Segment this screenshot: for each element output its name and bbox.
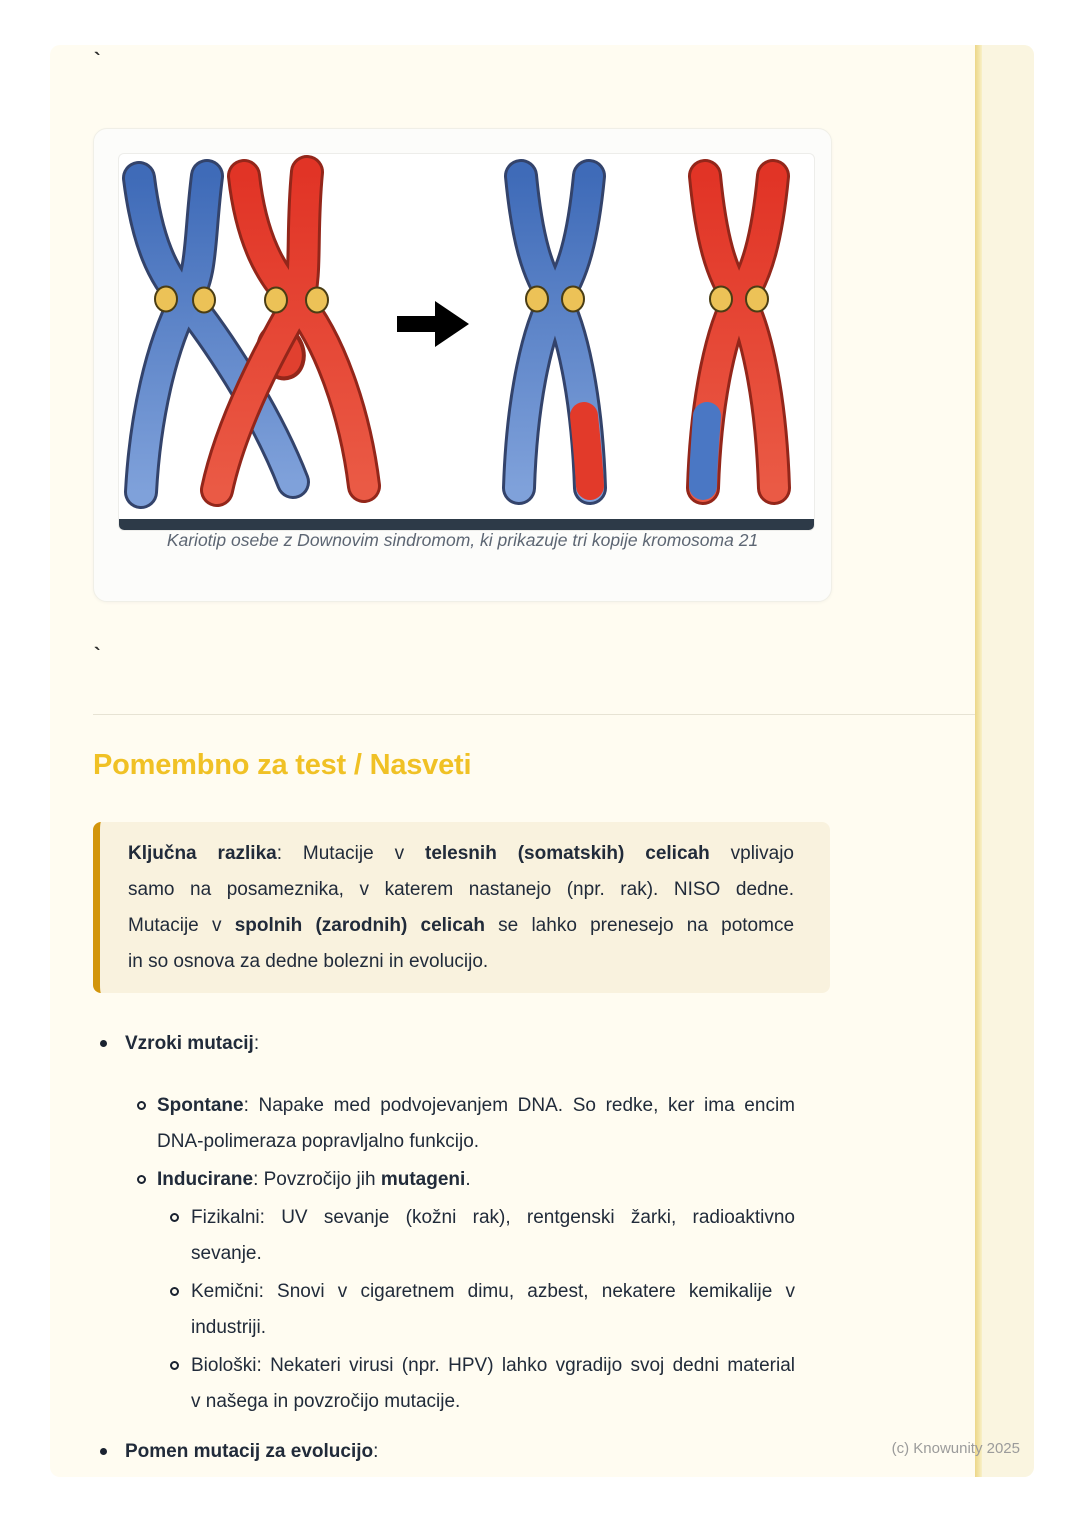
blue-chromosome-result: [519, 176, 590, 488]
list-item: Spontane: Napake med podvojevanjem DNA. So redke, ker ima encim DNA-polimeraza popravljalno funkcijo.: [93, 1088, 795, 1160]
right-arrow-icon: [397, 301, 469, 347]
note-sheet: [50, 45, 1034, 1477]
section-heading: Pomembno za test / Nasveti: [93, 749, 472, 781]
chromosome-translocation-image: [118, 153, 815, 531]
bullet-circle-icon: [170, 1213, 179, 1222]
stray-backtick-top: `: [94, 50, 101, 72]
bullet-circle-icon: [137, 1175, 146, 1184]
bullet-circle-icon: [170, 1287, 179, 1296]
watermark: (c) Knowunity 2025: [891, 1440, 1020, 1457]
chromosome-figure-svg: [119, 154, 814, 519]
bullet-circle-icon: [170, 1361, 179, 1370]
right-margin-strip: [982, 45, 1034, 1477]
list-item: Pomen mutacij za evolucijo:: [93, 1434, 795, 1470]
bullet-disc-icon: [100, 1448, 107, 1455]
right-accent-bar: [975, 45, 982, 1477]
list-item: Inducirane: Povzročijo jih mutageni.: [93, 1162, 795, 1198]
list-item: Biološki: Nekateri virusi (npr. HPV) lahko vgradijo svoj dedni material v našega in povzročijo mutacije.: [93, 1348, 795, 1420]
bullet-circle-icon: [137, 1101, 146, 1110]
bullet-disc-icon: [100, 1040, 107, 1047]
section-divider: [93, 714, 985, 715]
figure-card: [93, 128, 832, 602]
figure-caption: Kariotip osebe z Downovim sindromom, ki prikazuje tri kopije kromosoma 21: [166, 530, 759, 550]
key-difference-callout: [93, 822, 830, 993]
bullet-list: [93, 1026, 795, 1496]
red-chromosome-result: [703, 176, 774, 488]
list-item: Vzroki mutacij:: [93, 1026, 795, 1062]
list-item: Kemični: Snovi v cigaretnem dimu, azbest, nekatere kemikalije v industriji.: [93, 1274, 795, 1346]
callout-body: Ključna razlika: Mutacije v telesnih (somatskih) celicah vplivajo samo na posameznika, v katerem nastanejo (npr. rak). NISO dedne. Mutacije v spolnih (zarodnih) celicah se lahko prenesejo na potomce in so osnova za dedne bolezni in evolucijo.: [128, 843, 795, 972]
list-item: Fizikalni: UV sevanje (kožni rak), rentgenski žarki, radioaktivno sevanje.: [93, 1200, 795, 1272]
stray-backtick-middle: `: [94, 645, 101, 667]
